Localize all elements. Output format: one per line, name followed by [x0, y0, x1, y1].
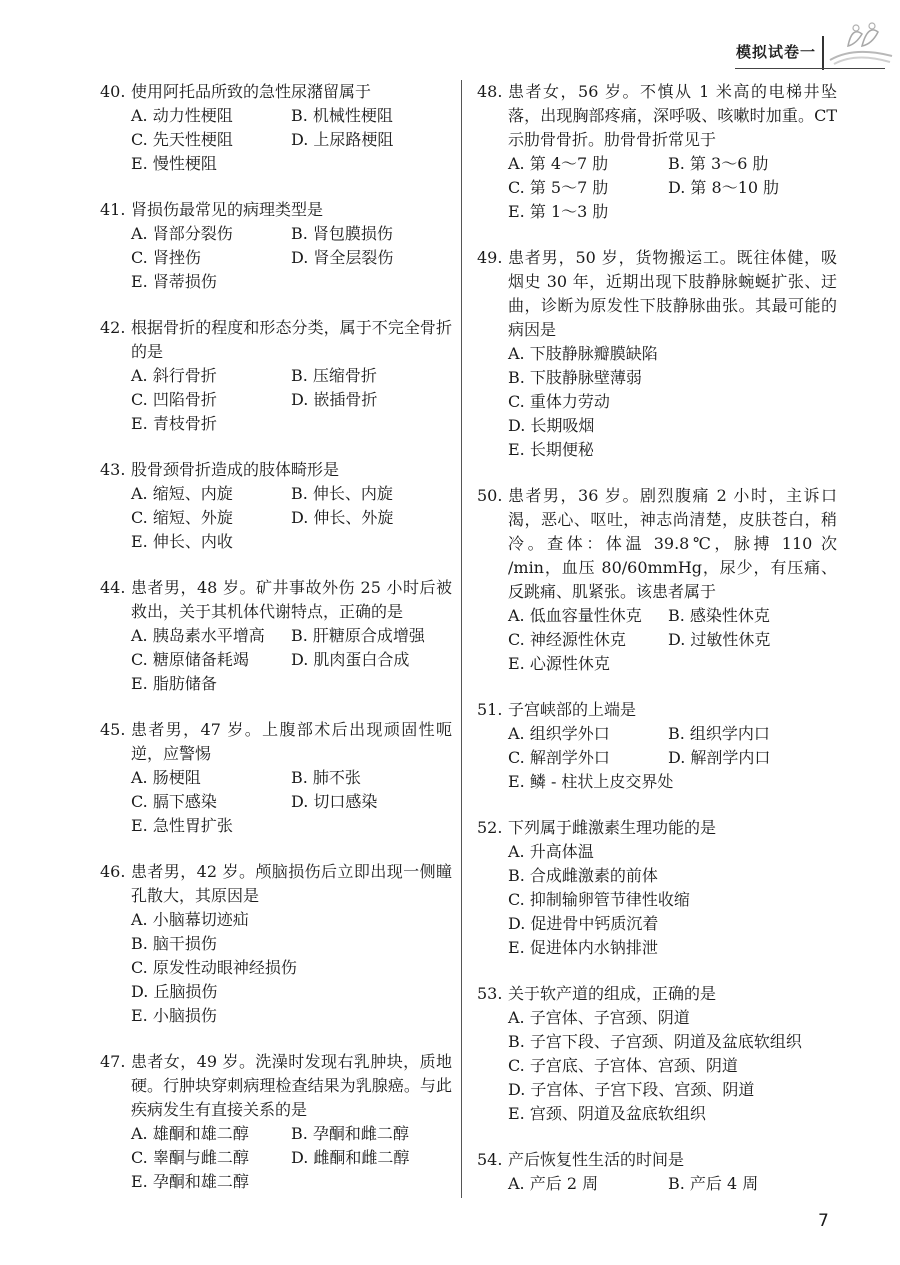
question-number: 52. [477, 818, 503, 837]
question-43 [100, 458, 452, 554]
question-50 [477, 484, 837, 676]
question-41 [100, 198, 452, 294]
question-stem: 关于软产道的组成，正确的是 [508, 984, 717, 1003]
answer-option: A. 胰岛素水平增高 [131, 626, 265, 645]
answer-option: A. 子宫体、子宫颈、阴道 [508, 1008, 690, 1027]
question-number: 50. [477, 486, 503, 505]
option-list [131, 624, 452, 696]
answer-option: B. 第 3～6 肋 [668, 154, 769, 173]
question-49 [477, 246, 837, 462]
answer-option: D. 嵌插骨折 [291, 390, 378, 409]
answer-option: A. 肠梗阻 [131, 768, 201, 787]
question-number: 44. [100, 578, 126, 597]
option-list [508, 1006, 837, 1126]
question-stem: 患者男，48 岁。矿井事故外伤 25 小时后被救出，关于其机体代谢特点，正确的是 [131, 578, 452, 621]
answer-option: C. 先天性梗阻 [131, 130, 233, 149]
answer-option: A. 小脑幕切迹疝 [131, 910, 249, 929]
answer-option: E. 孕酮和雄二醇 [131, 1172, 249, 1191]
answer-option: B. 孕酮和雌二醇 [291, 1124, 409, 1143]
swirl-logo-icon [826, 16, 896, 66]
answer-option: E. 长期便秘 [508, 440, 594, 459]
answer-option: E. 慢性梗阻 [131, 154, 217, 173]
question-53 [477, 982, 837, 1126]
answer-option: C. 膈下感染 [131, 792, 217, 811]
answer-option: D. 子宫体、子宫下段、宫颈、阴道 [508, 1080, 755, 1099]
answer-option: E. 第 1～3 肋 [508, 202, 609, 221]
answer-option: C. 原发性动眼神经损伤 [131, 958, 297, 977]
header-divider-bar [822, 36, 824, 70]
question-stem: 患者女，56 岁。不慎从 1 米高的电梯井坠落，出现胸部疼痛，深呼吸、咳嗽时加重。CT 示肋骨骨折。肋骨骨折常见于 [508, 82, 837, 149]
question-46 [100, 860, 452, 1028]
option-list [508, 722, 837, 794]
answer-option: C. 糖原储备耗竭 [131, 650, 249, 669]
question-number: 43. [100, 460, 126, 479]
option-list [131, 104, 452, 176]
answer-option: A. 低血容量性休克 [508, 606, 642, 625]
option-list [131, 766, 452, 838]
question-40 [100, 80, 452, 176]
answer-option: D. 伸长、外旋 [291, 508, 394, 527]
answer-option: D. 长期吸烟 [508, 416, 595, 435]
answer-option: B. 组织学内口 [668, 724, 770, 743]
answer-option: D. 过敏性休克 [668, 630, 771, 649]
answer-option: C. 第 5～7 肋 [508, 178, 609, 197]
option-list [508, 342, 837, 462]
answer-option: D. 肌肉蛋白合成 [291, 650, 410, 669]
answer-option: B. 合成雌激素的前体 [508, 866, 658, 885]
right-column [477, 80, 837, 1218]
answer-option: E. 促进体内水钠排泄 [508, 938, 658, 957]
question-stem: 使用阿托品所致的急性尿潴留属于 [131, 82, 372, 101]
answer-option: A. 肾部分裂伤 [131, 224, 233, 243]
question-stem: 患者女，49 岁。洗澡时发现右乳肿块，质地硬。行肿块穿刺病理检查结果为乳腺癌。与此疾病发生有直接关系的是 [131, 1052, 452, 1119]
question-stem: 根据骨折的程度和形态分类，属于不完全骨折的是 [131, 318, 452, 361]
option-list [131, 1122, 452, 1194]
answer-option: C. 解剖学外口 [508, 748, 610, 767]
answer-option: D. 丘脑损伤 [131, 982, 218, 1001]
question-number: 40. [100, 82, 126, 101]
answer-option: C. 睾酮与雌二醇 [131, 1148, 249, 1167]
answer-option: E. 小脑损伤 [131, 1006, 217, 1025]
question-45 [100, 718, 452, 838]
answer-option: E. 心源性休克 [508, 654, 610, 673]
answer-option: E. 伸长、内收 [131, 532, 233, 551]
question-51 [477, 698, 837, 794]
question-number: 42. [100, 318, 126, 337]
answer-option: A. 雄酮和雄二醇 [131, 1124, 249, 1143]
answer-option: A. 下肢静脉瓣膜缺陷 [508, 344, 658, 363]
answer-option: C. 抑制输卵管节律性收缩 [508, 890, 690, 909]
option-list [508, 604, 837, 676]
answer-option: B. 脑干损伤 [131, 934, 217, 953]
answer-option: D. 促进骨中钙质沉着 [508, 914, 659, 933]
question-stem: 患者男，36 岁。剧烈腹痛 2 小时，主诉口渴，恶心、呕吐，神志尚清楚，皮肤苍白，稍冷。查体：体温 39.8℃，脉搏 110 次 /min，血压 80/60mmHg，尿少，有压痛、反跳痛、肌紧张。该患者属于 [508, 486, 837, 601]
header-rule [735, 68, 885, 69]
question-number: 54. [477, 1150, 503, 1169]
question-stem: 股骨颈骨折造成的肢体畸形是 [131, 460, 340, 479]
answer-option: C. 重体力劳动 [508, 392, 610, 411]
answer-option: A. 动力性梗阻 [131, 106, 233, 125]
answer-option: E. 宫颈、阴道及盆底软组织 [508, 1104, 706, 1123]
answer-option: D. 解剖学内口 [668, 748, 771, 767]
question-stem: 子宫峡部的上端是 [508, 700, 637, 719]
answer-option: D. 肾全层裂伤 [291, 248, 394, 267]
left-column [100, 80, 452, 1216]
option-list [508, 840, 837, 960]
answer-option: E. 肾蒂损伤 [131, 272, 217, 291]
answer-option: B. 肾包膜损伤 [291, 224, 393, 243]
answer-option: B. 伸长、内旋 [291, 484, 393, 503]
answer-option: B. 肺不张 [291, 768, 361, 787]
question-number: 46. [100, 862, 126, 881]
question-number: 48. [477, 82, 503, 101]
question-stem: 患者男，42 岁。颅脑损伤后立即出现一侧瞳孔散大，其原因是 [131, 862, 452, 905]
answer-option: C. 缩短、外旋 [131, 508, 233, 527]
option-list [508, 1172, 837, 1196]
question-number: 41. [100, 200, 126, 219]
question-number: 45. [100, 720, 126, 739]
answer-option: D. 切口感染 [291, 792, 378, 811]
answer-option: E. 急性胃扩张 [131, 816, 233, 835]
answer-option: B. 机械性梗阻 [291, 106, 393, 125]
answer-option: B. 肝糖原合成增强 [291, 626, 425, 645]
question-stem: 患者男，50 岁，货物搬运工。既往体健，吸烟史 30 年，近期出现下肢静脉蜿蜒扩张、迂曲，诊断为原发性下肢静脉曲张。其最可能的病因是 [508, 248, 837, 339]
answer-option: B. 产后 4 周 [668, 1174, 759, 1193]
question-number: 49. [477, 248, 503, 267]
question-stem: 产后恢复性生活的时间是 [508, 1150, 685, 1169]
option-list [131, 482, 452, 554]
question-number: 51. [477, 700, 503, 719]
answer-option: A. 斜行骨折 [131, 366, 217, 385]
answer-option: C. 子宫底、子宫体、宫颈、阴道 [508, 1056, 738, 1075]
option-list [131, 364, 452, 436]
answer-option: A. 第 4～7 肋 [508, 154, 609, 173]
answer-option: B. 压缩骨折 [291, 366, 377, 385]
question-52 [477, 816, 837, 960]
question-48 [477, 80, 837, 224]
question-44 [100, 576, 452, 696]
answer-option: A. 缩短、内旋 [131, 484, 233, 503]
answer-option: E. 脂肪储备 [131, 674, 217, 693]
question-number: 47. [100, 1052, 126, 1071]
answer-option: C. 神经源性休克 [508, 630, 626, 649]
answer-option: D. 雌酮和雌二醇 [291, 1148, 410, 1167]
page-number: 7 [818, 1211, 829, 1231]
question-stem: 患者男，47 岁。上腹部术后出现顽固性呃逆，应警惕 [131, 720, 452, 763]
option-list [131, 222, 452, 294]
answer-option: B. 子宫下段、子宫颈、阴道及盆底软组织 [508, 1032, 802, 1051]
question-42 [100, 316, 452, 436]
question-stem: 肾损伤最常见的病理类型是 [131, 200, 324, 219]
option-list [131, 908, 452, 1028]
answer-option: A. 升高体温 [508, 842, 594, 861]
question-47 [100, 1050, 452, 1194]
answer-option: C. 凹陷骨折 [131, 390, 217, 409]
answer-option: D. 上尿路梗阻 [291, 130, 394, 149]
header-title: 模拟试卷一 [736, 43, 817, 61]
question-number: 53. [477, 984, 503, 1003]
question-54 [477, 1148, 837, 1196]
column-divider [461, 80, 462, 1198]
answer-option: A. 产后 2 周 [508, 1174, 599, 1193]
answer-option: A. 组织学外口 [508, 724, 610, 743]
answer-option: B. 感染性休克 [668, 606, 770, 625]
answer-option: C. 肾挫伤 [131, 248, 201, 267]
question-stem: 下列属于雌激素生理功能的是 [508, 818, 717, 837]
answer-option: D. 第 8～10 肋 [668, 178, 780, 197]
answer-option: E. 青枝骨折 [131, 414, 217, 433]
answer-option: B. 下肢静脉壁薄弱 [508, 368, 642, 387]
answer-option: E. 鳞 - 柱状上皮交界处 [508, 772, 674, 791]
option-list [508, 152, 837, 224]
